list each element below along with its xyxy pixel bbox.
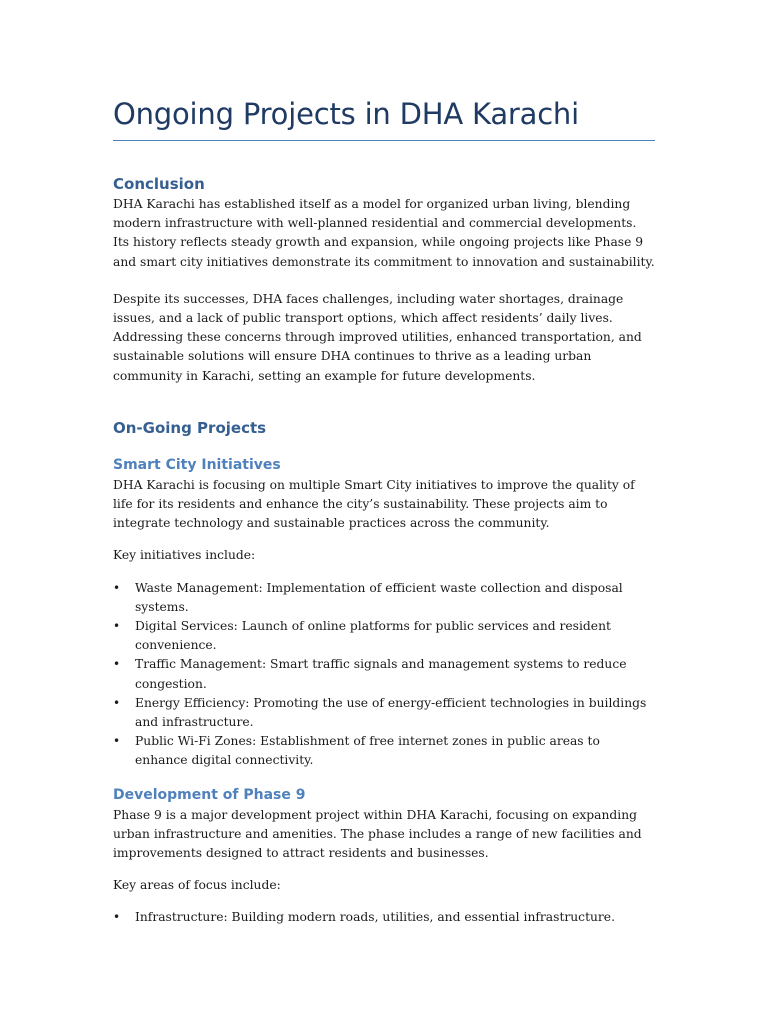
list-item: • Digital Services: Launch of online platforms for public services and resident convenience. xyxy=(113,619,611,653)
bullet-icon: • xyxy=(113,734,121,749)
list-item: • Public Wi-Fi Zones: Establishment of free internet zones in public areas to enhance digital connectivity. xyxy=(113,734,600,768)
phase-9-list-intro: Key areas of focus include: xyxy=(113,878,281,893)
document-title: Ongoing Projects in DHA Karachi xyxy=(113,96,655,141)
heading-conclusion: Conclusion xyxy=(113,175,205,193)
bullet-icon: • xyxy=(113,619,121,634)
heading-smart-city: Smart City Initiatives xyxy=(113,456,281,473)
phase-9-list xyxy=(113,908,655,927)
bullet-icon: • xyxy=(113,580,121,595)
list-item: • Energy Efficiency: Promoting the use of energy-efficient technologies in buildings and infrastructure. xyxy=(113,695,647,730)
conclusion-paragraph-1: DHA Karachi has established itself as a model for organized urban living, blending modern infrastructure with well-planned residential and commercial developments. Its history reflects steady growth and expansion, while ongoing projects like Phase 9 and smart city initiatives demonstrate its commitment to innovation and sustainability. xyxy=(113,197,655,269)
list-item: • Infrastructure: Building modern roads, utilities, and essential infrastructure. xyxy=(113,908,655,927)
list-item: • Traffic Management: Smart traffic signals and management systems to reduce congestion. xyxy=(113,657,627,691)
bullet-icon: • xyxy=(113,910,121,925)
list-item: • Waste Management: Implementation of efficient waste collection and disposal systems. xyxy=(113,580,623,614)
document-page xyxy=(113,96,655,928)
heading-phase-9: Development of Phase 9 xyxy=(113,786,306,803)
bullet-icon: • xyxy=(113,695,121,710)
phase-9-paragraph: Phase 9 is a major development project within DHA Karachi, focusing on expanding urban infrastructure and amenities. The phase includes a range of new facilities and improvements designed to attract residents and businesses. xyxy=(113,807,642,861)
smart-city-list-intro: Key initiatives include: xyxy=(113,548,256,563)
bullet-icon: • xyxy=(113,657,121,672)
heading-ongoing-projects: On-Going Projects xyxy=(113,418,267,437)
smart-city-paragraph: DHA Karachi is focusing on multiple Smart City initiatives to improve the quality of life for its residents and enhance the city’s sustainability. These projects aim to integrate technology and sustainable practices across the community. xyxy=(113,477,635,531)
smart-city-list xyxy=(113,579,655,771)
conclusion-paragraph-2: Despite its successes, DHA faces challenges, including water shortages, drainage issues, and a lack of public transport options, which affect residents’ daily lives. Addressing these concerns through improved utilities, enhanced transportation, and sustainable solutions will ensure DHA continues to thrive as a leading urban community in Karachi, setting an example for future developments. xyxy=(113,291,642,383)
